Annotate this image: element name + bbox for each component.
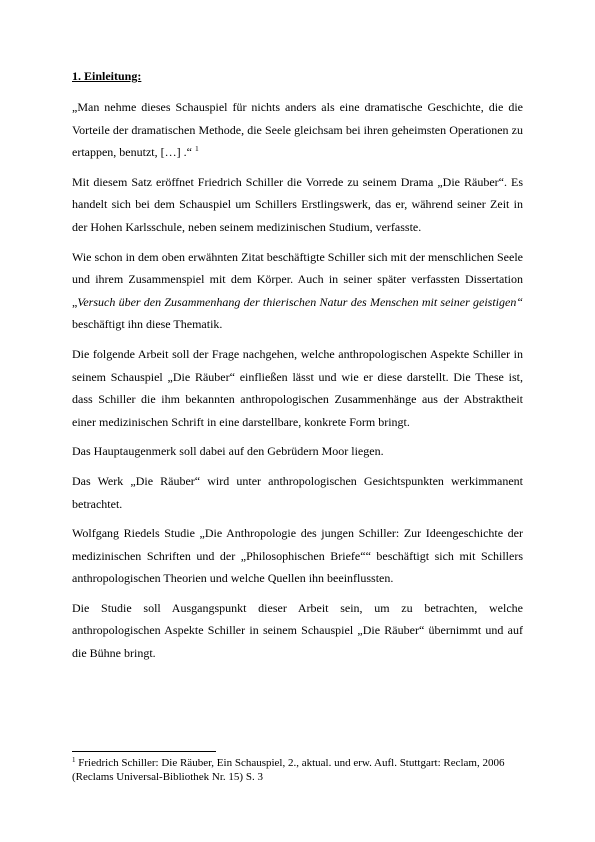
paragraph-3-text-before: Wie schon in dem oben erwähnten Zitat beschäftigte Schiller sich mit der menschlichen Seele und ihrem Zusammenspiel mit dem Körper. Auch in seiner später verfassten Dissertation „ — [72, 249, 523, 309]
paragraph-4: Die folgende Arbeit soll der Frage nachgehen, welche anthropologischen Aspekte Schiller in seinem Schauspiel „Die Räuber“ einfließen lässt und wie er diese darstellt. Die These ist, dass Schiller die ihm bekannten anthropologischen Zusammenhänge aus der Abstraktheit einer medizinischen Schrift in eine darstellbare, konkrete Form bringt. — [72, 346, 523, 429]
paragraph-2: Mit diesem Satz eröffnet Friedrich Schiller die Vorrede zu seinem Drama „Die Räuber“. Es handelt sich bei dem Schauspiel um Schillers Erstlingswerk, das er, während seiner Zeit in der Hohen Karlsschule, neben seinem medizinischen Studium, verfasste. — [72, 174, 523, 234]
footnote-text: Friedrich Schiller: Die Räuber, Ein Schauspiel, 2., aktual. und erw. Aufl. Stuttgart: Reclam, 2006 (Reclams Universal-Bibliothek Nr. 15) S. 3 — [72, 757, 505, 783]
paragraph-5: Das Hauptaugenmerk soll dabei auf den Gebrüdern Moor liegen. — [72, 444, 384, 459]
footnote-reference[interactable]: 1 — [194, 144, 199, 154]
paragraph-3 — [72, 246, 523, 336]
paragraph-3-text-after: beschäftigt ihn diese Thematik. — [72, 317, 223, 332]
paragraph-7: Wolfgang Riedels Studie „Die Anthropologie des jungen Schiller: Zur Ideengeschichte der medizinischen Schriften und der „Philosophischen Briefe““ beschäftigt sich mit Schillers anthropologischen Theorien und welche Quellen ihn beeinflussten. — [72, 526, 523, 586]
paragraph-8: Die Studie soll Ausgangspunkt dieser Arbeit sein, um zu betrachten, welche anthropologischen Aspekte Schiller in seinem Schauspiel „Die Räuber“ übernimmt und auf die Bühne bringt. — [72, 600, 523, 661]
footnote — [72, 756, 523, 784]
paragraph-6: Das Werk „Die Räuber“ wird unter anthropologischen Gesichtspunkten werkimmanent betrachtet. — [72, 473, 523, 511]
footnote-divider — [72, 751, 216, 752]
section-heading: 1. Einleitung: — [72, 69, 142, 83]
dissertation-title: Versuch über den Zusammenhang der thierischen Natur des Menschen mit seiner geistigen“ — [77, 294, 523, 309]
paragraph-quote — [72, 96, 523, 164]
document-page — [72, 0, 523, 842]
body-text — [72, 96, 523, 672]
footnote-mark: 1 — [72, 756, 76, 764]
quote-text: „Man nehme dieses Schauspiel für nichts anders als eine dramatische Geschichte, die die Vorteile der dramatischen Methode, die Seele gleichsam bei ihren geheimsten Operationen zu ertappen, benutzt, […] .“ — [72, 100, 523, 160]
